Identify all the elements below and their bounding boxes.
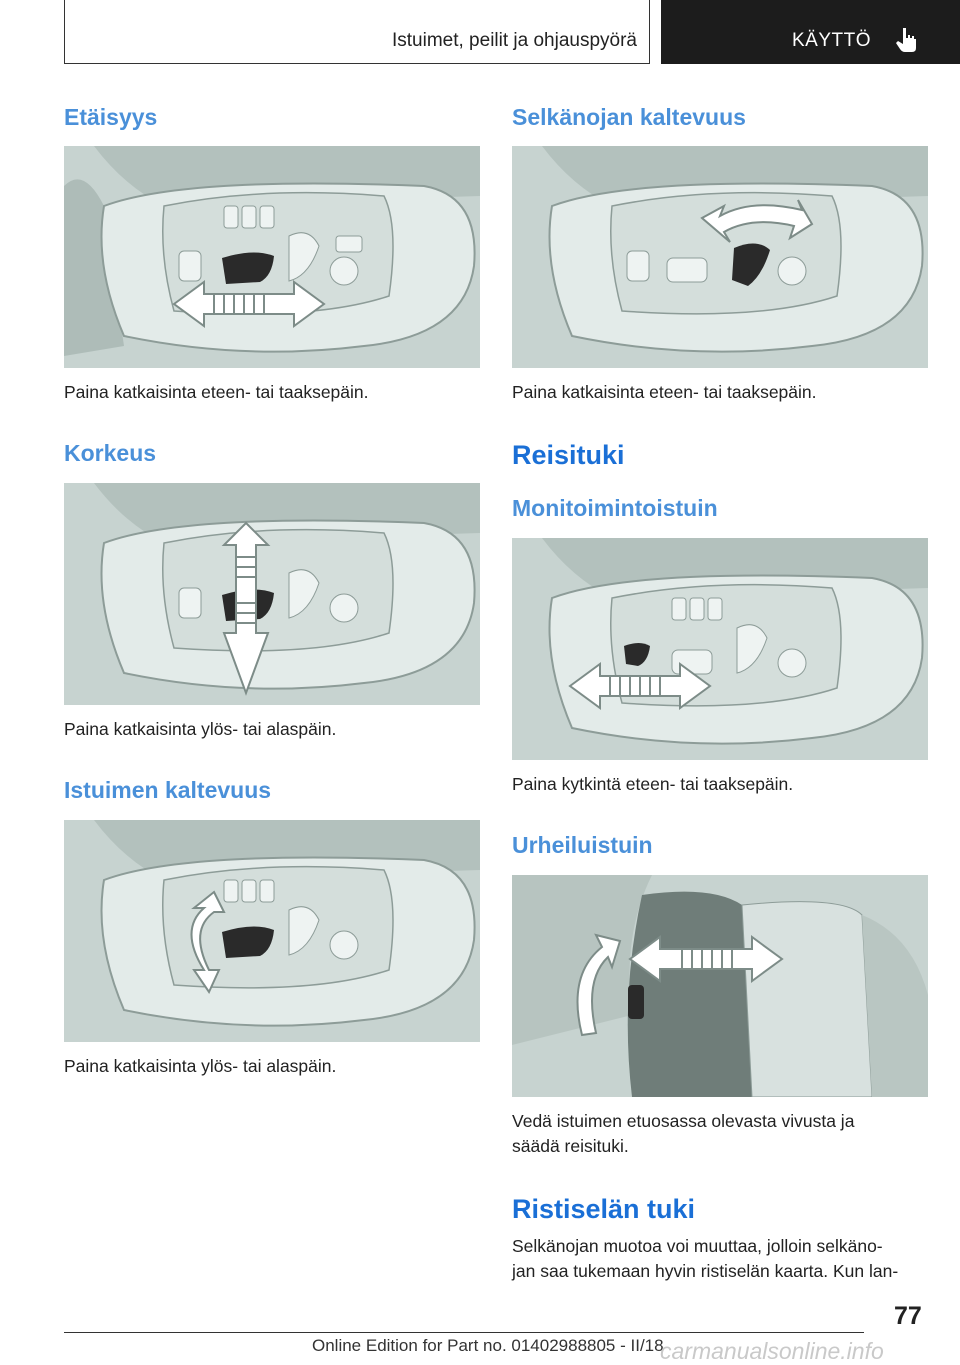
heading-height: Korkeus bbox=[64, 440, 157, 466]
heading-distance: Etäisyys bbox=[64, 104, 158, 130]
sport-seat-thigh-lever-illustration bbox=[512, 875, 928, 1097]
heading-thigh-support: Reisituki bbox=[512, 440, 625, 470]
page-number: 77 bbox=[894, 1302, 922, 1330]
heading-sport-seat: Urheiluistuin bbox=[512, 832, 653, 858]
hand-pointer-icon bbox=[894, 26, 920, 54]
caption-distance: Paina katkaisinta eteen- tai taaksepäin. bbox=[64, 382, 369, 402]
heading-multifunction-seat: Monitoimintoistuin bbox=[512, 495, 718, 521]
seat-switch-height-illustration bbox=[64, 483, 480, 705]
figure-seat-tilt bbox=[64, 820, 480, 1042]
header-chapter-label: KÄYTTÖ bbox=[792, 30, 872, 51]
caption-sport-seat-line2: säädä reisituki. bbox=[512, 1136, 629, 1156]
caption-height: Paina katkaisinta ylös- tai alaspäin. bbox=[64, 719, 337, 739]
figure-backrest-tilt bbox=[512, 146, 928, 368]
figure-distance bbox=[64, 146, 480, 368]
header-chapter-tab bbox=[661, 0, 960, 64]
seat-switch-distance-illustration bbox=[64, 146, 480, 368]
figure-multifunction-seat bbox=[512, 538, 928, 760]
figure-height bbox=[64, 483, 480, 705]
caption-seat-tilt: Paina katkaisinta ylös- tai alaspäin. bbox=[64, 1056, 337, 1076]
figure-sport-seat bbox=[512, 875, 928, 1097]
seat-switch-thigh-illustration bbox=[512, 538, 928, 760]
watermark: carmanualsonline.info bbox=[660, 1338, 884, 1364]
seat-switch-backrest-illustration bbox=[512, 146, 928, 368]
caption-backrest-tilt: Paina katkaisinta eteen- tai taaksepäin. bbox=[512, 382, 817, 402]
lumbar-body-line1: Selkänojan muotoa voi muuttaa, jolloin selkäno- bbox=[512, 1236, 883, 1256]
header-section-title: Istuimet, peilit ja ohjauspyörä bbox=[391, 30, 637, 51]
footer-divider bbox=[64, 1332, 864, 1333]
footer-edition-text: Online Edition for Part no. 01402988805 - II/18 bbox=[312, 1336, 664, 1355]
heading-backrest-tilt: Selkänojan kaltevuus bbox=[512, 104, 746, 130]
lumbar-body-line2: jan saa tukemaan hyvin ristiselän kaarta. Kun lan- bbox=[512, 1261, 899, 1281]
heading-lumbar-support: Ristiselän tuki bbox=[512, 1194, 696, 1224]
caption-multifunction-seat: Paina kytkintä eteen- tai taaksepäin. bbox=[512, 774, 794, 794]
heading-seat-tilt: Istuimen kaltevuus bbox=[64, 777, 272, 803]
caption-sport-seat-line1: Vedä istuimen etuosassa olevasta vivusta ja bbox=[512, 1111, 855, 1131]
seat-switch-tilt-illustration bbox=[64, 820, 480, 1042]
header-section-box bbox=[64, 0, 650, 64]
